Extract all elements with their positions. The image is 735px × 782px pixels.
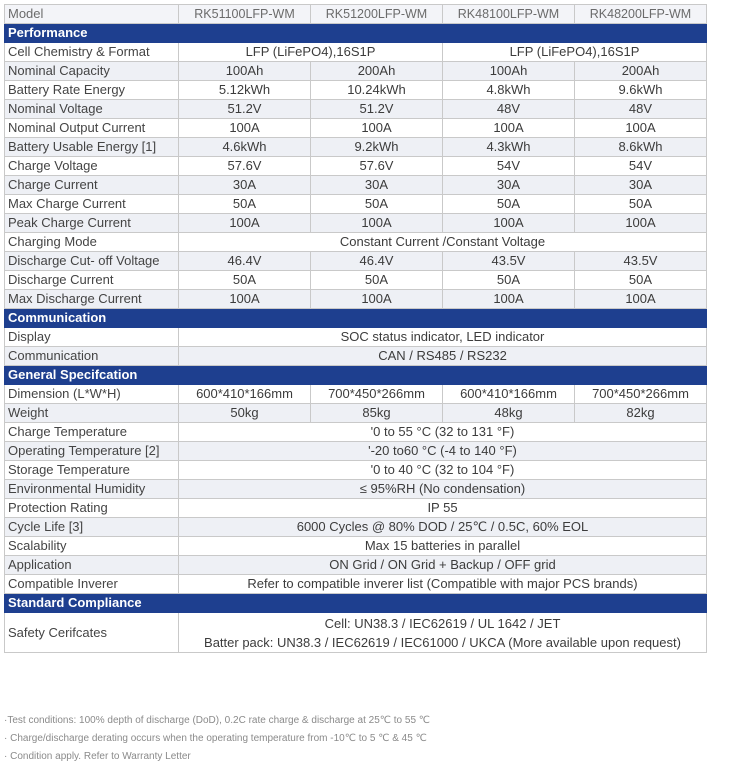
footnotes bbox=[4, 712, 724, 766]
spec-row bbox=[5, 138, 707, 157]
spec-value: 100A bbox=[575, 214, 707, 233]
spec-label: Charge Voltage bbox=[5, 157, 179, 176]
spec-value: 700*450*266mm bbox=[575, 385, 707, 404]
spec-row-safety bbox=[5, 613, 707, 653]
spec-value: 48kg bbox=[443, 404, 575, 423]
spec-row bbox=[5, 176, 707, 195]
spec-row bbox=[5, 62, 707, 81]
spec-row bbox=[5, 423, 707, 442]
spec-value: 8.6kWh bbox=[575, 138, 707, 157]
section-header-compliance bbox=[5, 594, 707, 613]
spec-row bbox=[5, 404, 707, 423]
spec-value: 43.5V bbox=[443, 252, 575, 271]
spec-value: 100A bbox=[179, 290, 311, 309]
footnote: · Charge/discharge derating occurs when the operating temperature from -10℃ to 5 ℃ & 45 ℃ bbox=[4, 733, 427, 744]
spec-label: Operating Temperature [2] bbox=[5, 442, 179, 461]
spec-row bbox=[5, 480, 707, 499]
spec-value-multiline bbox=[179, 613, 707, 653]
spec-label: Battery Rate Energy bbox=[5, 81, 179, 100]
section-header-performance bbox=[5, 24, 707, 43]
spec-label: Max Discharge Current bbox=[5, 290, 179, 309]
footnote: · Condition apply. Refer to Warranty Letter bbox=[4, 751, 191, 762]
spec-row bbox=[5, 214, 707, 233]
section-title: Standard Compliance bbox=[5, 594, 707, 613]
spec-row bbox=[5, 290, 707, 309]
spec-value: 30A bbox=[443, 176, 575, 195]
spec-row bbox=[5, 556, 707, 575]
spec-label: Charging Mode bbox=[5, 233, 179, 252]
spec-value: 50A bbox=[575, 271, 707, 290]
spec-value: 54V bbox=[575, 157, 707, 176]
section-title: General Specifcation bbox=[5, 366, 707, 385]
spec-row bbox=[5, 233, 707, 252]
spec-row bbox=[5, 347, 707, 366]
spec-value: 200Ah bbox=[311, 62, 443, 81]
spec-value: 100A bbox=[443, 290, 575, 309]
pack-certificates: Batter pack: UN38.3 / IEC62619 / IEC61000 / UKCA (More available upon request) bbox=[204, 634, 681, 650]
spec-sheet bbox=[4, 4, 706, 653]
spec-row bbox=[5, 461, 707, 480]
section-header-communication bbox=[5, 309, 707, 328]
spec-row bbox=[5, 100, 707, 119]
spec-value: 100Ah bbox=[179, 62, 311, 81]
spec-label: Dimension (L*W*H) bbox=[5, 385, 179, 404]
model-name: RK48100LFP-WM bbox=[443, 5, 575, 24]
spec-value: Constant Current /Constant Voltage bbox=[179, 233, 707, 252]
spec-row bbox=[5, 518, 707, 537]
footnote: ·Test conditions: 100% depth of discharge (DoD), 0.2C rate charge & discharge at 25℃ to 55 ℃ bbox=[4, 715, 431, 726]
spec-value: 4.8kWh bbox=[443, 81, 575, 100]
spec-value: ≤ 95%RH (No condensation) bbox=[179, 480, 707, 499]
spec-value: 4.6kWh bbox=[179, 138, 311, 157]
spec-value: 10.24kWh bbox=[311, 81, 443, 100]
spec-value: 6000 Cycles @ 80% DOD / 25℃ / 0.5C, 60% EOL bbox=[179, 518, 707, 537]
spec-label: Storage Temperature bbox=[5, 461, 179, 480]
spec-value: 50A bbox=[575, 195, 707, 214]
spec-label: Nominal Voltage bbox=[5, 100, 179, 119]
spec-value: CAN / RS485 / RS232 bbox=[179, 347, 707, 366]
cell-certificates: Cell: UN38.3 / IEC62619 / UL 1642 / JET bbox=[324, 615, 561, 631]
spec-value: 9.6kWh bbox=[575, 81, 707, 100]
spec-label: Peak Charge Current bbox=[5, 214, 179, 233]
spec-value: LFP (LiFePO4),16S1P bbox=[443, 43, 707, 62]
spec-value: 48V bbox=[575, 100, 707, 119]
spec-value: 100A bbox=[179, 119, 311, 138]
spec-value: 50A bbox=[179, 271, 311, 290]
spec-value: 100A bbox=[575, 290, 707, 309]
spec-value: 30A bbox=[311, 176, 443, 195]
spec-value: 600*410*166mm bbox=[179, 385, 311, 404]
spec-row bbox=[5, 271, 707, 290]
spec-label: Weight bbox=[5, 404, 179, 423]
spec-value: 4.3kWh bbox=[443, 138, 575, 157]
spec-label: Protection Rating bbox=[5, 499, 179, 518]
spec-value: 50A bbox=[443, 271, 575, 290]
spec-value: 100A bbox=[575, 119, 707, 138]
spec-value: 50A bbox=[179, 195, 311, 214]
model-name: RK48200LFP-WM bbox=[575, 5, 707, 24]
spec-value: 54V bbox=[443, 157, 575, 176]
spec-value: 30A bbox=[179, 176, 311, 195]
spec-value: 48V bbox=[443, 100, 575, 119]
spec-value: '0 to 55 °C (32 to 131 °F) bbox=[179, 423, 707, 442]
spec-value: 57.6V bbox=[179, 157, 311, 176]
spec-value: Refer to compatible inverer list (Compatible with major PCS brands) bbox=[179, 575, 707, 594]
spec-row bbox=[5, 575, 707, 594]
spec-row bbox=[5, 328, 707, 347]
spec-value: ON Grid / ON Grid + Backup / OFF grid bbox=[179, 556, 707, 575]
spec-value: Max 15 batteries in parallel bbox=[179, 537, 707, 556]
spec-row bbox=[5, 43, 707, 62]
spec-value: 100A bbox=[443, 119, 575, 138]
spec-label: Charge Current bbox=[5, 176, 179, 195]
spec-value: 100A bbox=[311, 214, 443, 233]
spec-label: Max Charge Current bbox=[5, 195, 179, 214]
spec-row bbox=[5, 499, 707, 518]
spec-label: Cell Chemistry & Format bbox=[5, 43, 179, 62]
spec-value: 5.12kWh bbox=[179, 81, 311, 100]
spec-label: Communication bbox=[5, 347, 179, 366]
spec-label: Charge Temperature bbox=[5, 423, 179, 442]
spec-value: SOC status indicator, LED indicator bbox=[179, 328, 707, 347]
spec-value: '0 to 40 °C (32 to 104 °F) bbox=[179, 461, 707, 480]
model-label: Model bbox=[5, 5, 179, 24]
section-title: Communication bbox=[5, 309, 707, 328]
spec-row bbox=[5, 252, 707, 271]
spec-label: Application bbox=[5, 556, 179, 575]
spec-row bbox=[5, 157, 707, 176]
spec-value: IP 55 bbox=[179, 499, 707, 518]
spec-label: Cycle Life [3] bbox=[5, 518, 179, 537]
spec-value: '-20 to60 °C (-4 to 140 °F) bbox=[179, 442, 707, 461]
spec-value: 51.2V bbox=[311, 100, 443, 119]
spec-value: 51.2V bbox=[179, 100, 311, 119]
spec-value: 100A bbox=[179, 214, 311, 233]
spec-row bbox=[5, 537, 707, 556]
spec-row bbox=[5, 195, 707, 214]
spec-label: Battery Usable Energy [1] bbox=[5, 138, 179, 157]
model-name: RK51100LFP-WM bbox=[179, 5, 311, 24]
model-header-row bbox=[5, 5, 707, 24]
spec-label: Discharge Cut- off Voltage bbox=[5, 252, 179, 271]
spec-value: 50A bbox=[311, 271, 443, 290]
spec-value: 100Ah bbox=[443, 62, 575, 81]
spec-value: 50kg bbox=[179, 404, 311, 423]
spec-value: 100A bbox=[311, 290, 443, 309]
spec-label: Safety Cerifcates bbox=[5, 613, 179, 653]
spec-value: 600*410*166mm bbox=[443, 385, 575, 404]
spec-label: Environmental Humidity bbox=[5, 480, 179, 499]
section-header-general bbox=[5, 366, 707, 385]
spec-value: 50A bbox=[311, 195, 443, 214]
spec-value: 100A bbox=[311, 119, 443, 138]
spec-row bbox=[5, 119, 707, 138]
model-name: RK51200LFP-WM bbox=[311, 5, 443, 24]
spec-value: 85kg bbox=[311, 404, 443, 423]
spec-value: 9.2kWh bbox=[311, 138, 443, 157]
spec-row bbox=[5, 385, 707, 404]
spec-label: Compatible Inverer bbox=[5, 575, 179, 594]
spec-value: 46.4V bbox=[179, 252, 311, 271]
spec-row bbox=[5, 442, 707, 461]
section-title: Performance bbox=[5, 24, 707, 43]
spec-label: Nominal Capacity bbox=[5, 62, 179, 81]
spec-row bbox=[5, 81, 707, 100]
spec-value: 46.4V bbox=[311, 252, 443, 271]
spec-label: Discharge Current bbox=[5, 271, 179, 290]
spec-value: 43.5V bbox=[575, 252, 707, 271]
spec-value: 100A bbox=[443, 214, 575, 233]
spec-value: 700*450*266mm bbox=[311, 385, 443, 404]
spec-value: 50A bbox=[443, 195, 575, 214]
spec-value: LFP (LiFePO4),16S1P bbox=[179, 43, 443, 62]
spec-label: Nominal Output Current bbox=[5, 119, 179, 138]
spec-value: 57.6V bbox=[311, 157, 443, 176]
spec-label: Scalability bbox=[5, 537, 179, 556]
spec-value: 30A bbox=[575, 176, 707, 195]
spec-value: 82kg bbox=[575, 404, 707, 423]
spec-table bbox=[4, 4, 707, 653]
spec-label: Display bbox=[5, 328, 179, 347]
spec-value: 200Ah bbox=[575, 62, 707, 81]
